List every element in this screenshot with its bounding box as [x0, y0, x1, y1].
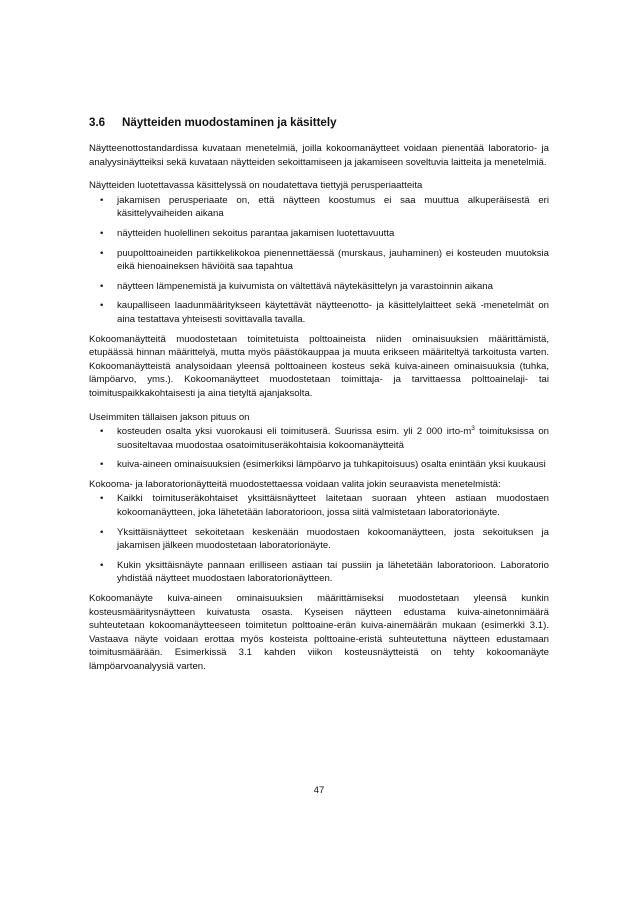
bullet-icon: •: [100, 280, 104, 292]
list-item: • kosteuden osalta yksi vuorokausi eli toimituserä. Suurissa esim. yli 2 000 irto-$m^3$ toimituksissa on suositeltavaa muodostaa osatoimituseräkohtaisia kokoomanäytteitä: [100, 424, 549, 451]
list-item: • Kukin yksittäisnäyte pannaan erilliseen astiaan tai pussiin ja lähetetään laboratorioon. Laboratorio yhdistää näytteet muodostaen laboratorionäytteen.: [100, 559, 549, 585]
list-item: • näytteen lämpenemistä ja kuivumista on vältettävä näytekäsittelyn ja varastoinnin aikana: [100, 280, 493, 292]
paragraph-dry-matter: Kokoomanäyte kuiva-aineen ominaisuuksien määrittämiseksi muodostetaan yleensä kunkin kosteusmääritysnäytteen kuivatusta osasta. Kyseisen näytteen edustama kuiva-ainetonnimäärä suhteutetaan kokoomanäytteeseen toimitetun polttoaine-erän kuiva-ainemäärän mukaan (esimerkki 3.1). Vastaava näyte voidaan erottaa myös kosteista polttoaine-eristä suhteutettuna näytteen edustamaan toimitusmäärään. Esimerkissä 3.1 kahden viikon kosteusnäytteistä on tehty kokoomanäyte lämpöarvoanalyysiä varten.: [89, 593, 549, 672]
bullet-icon: •: [100, 227, 104, 239]
section-heading: [89, 116, 549, 130]
paragraph-intro: Näytteenottostandardissa kuvataan menetelmiä, joilla kokoomanäytteet voidaan pienentää laboratorio- ja analyysinäytteiksi sekä kuvataan näytteiden sekoittamiseen ja jakamiseen soveltuvia laitteita ja menetelmiä.: [89, 143, 549, 168]
list-item: • Kaikki toimituseräkohtaiset yksittäisnäytteet laitetaan suoraan yhteen astiaan muodostaen kokoomanäytteen, joka lähetetään laboratorioon, jossa siitä valmistetaan laboratorionäyte.: [100, 493, 549, 519]
list-item: • puupolttoaineiden partikkelikokoa pienennettäessä (murskaus, jauhaminen) ei kosteuden muutoksia eikä hienoaineksen häviöitä saa tapahtua: [100, 247, 549, 273]
section-title: Näytteiden muodostaminen ja käsittely: [122, 116, 337, 129]
page-number: 47: [313, 785, 325, 796]
bullet-icon: •: [100, 426, 104, 438]
bullet-icon: •: [100, 300, 104, 312]
bullet-icon: •: [100, 493, 104, 505]
list-item: • Yksittäisnäytteet sekoitetaan keskenään muodostaen kokoomanäytteen, josta sekoituksen ja jakamisen jälkeen muodostetaan laboratorionäyte.: [100, 526, 549, 552]
page-content: [89, 116, 549, 684]
bullet-icon: •: [100, 559, 104, 571]
list-item: • jakamisen perusperiaate on, että näytteen koostumus ei saa muuttua alkuperäisestä eri käsittelyvaiheiden aikana: [100, 194, 549, 220]
list-item: • kuiva-aineen ominaisuuksien (esimerkiksi lämpöarvo ja tuhkapitoisuus) osalta enintään yksi kuukausi: [100, 459, 546, 471]
principles-list: [89, 194, 549, 327]
paragraph-composite-samples: Kokoomanäytteitä muodostetaan toimitetuista polttoaineista niiden ominaisuuksien määrittämistä, etupäässä hinnan määrittelyä, mutta myös päästökauppaa ja muuta erikseen määriteltyä tarkoitusta varten. Kokoomanäytteistä analysoidaan yleensä polttoaineen kosteus sekä kuiva-aineen ominaisuuksia (tuhka, lämpöarvo, yms.). Kokoomanäytteet muodostetaan toimittaja- ja tarvittaessa polttoainelaji- tai toimituspaikkakohtaisesti ja aina tietyltä ajanjaksolta.: [89, 333, 549, 399]
methods-list: [89, 492, 549, 586]
period-list: [89, 425, 549, 472]
bullet-icon: •: [100, 526, 104, 538]
paragraph-period-lead: Useimmiten tällaisen jakson pituus on: [89, 411, 250, 423]
section-number: 3.6: [89, 116, 106, 129]
list-item: • näytteiden huolellinen sekoitus parantaa jakamisen luotettavuutta: [100, 227, 395, 239]
bullet-icon: •: [100, 247, 104, 259]
paragraph-methods-lead: Kokooma- ja laboratorionäytteitä muodostettaessa voidaan valita jokin seuraavista menetelmistä:: [89, 478, 501, 490]
bullet-icon: •: [100, 194, 104, 206]
list-item: • kaupalliseen laadunmääritykseen käytettävät näytteenotto- ja käsittelylaitteet sekä -menetelmät on aina testattava yhteisesti sovittavalla tavalla.: [100, 300, 549, 325]
bullet-icon: •: [100, 459, 104, 471]
paragraph-principles-lead: Näytteiden luotettavassa käsittelyssä on noudatettava tiettyjä perusperiaatteita: [89, 180, 423, 192]
